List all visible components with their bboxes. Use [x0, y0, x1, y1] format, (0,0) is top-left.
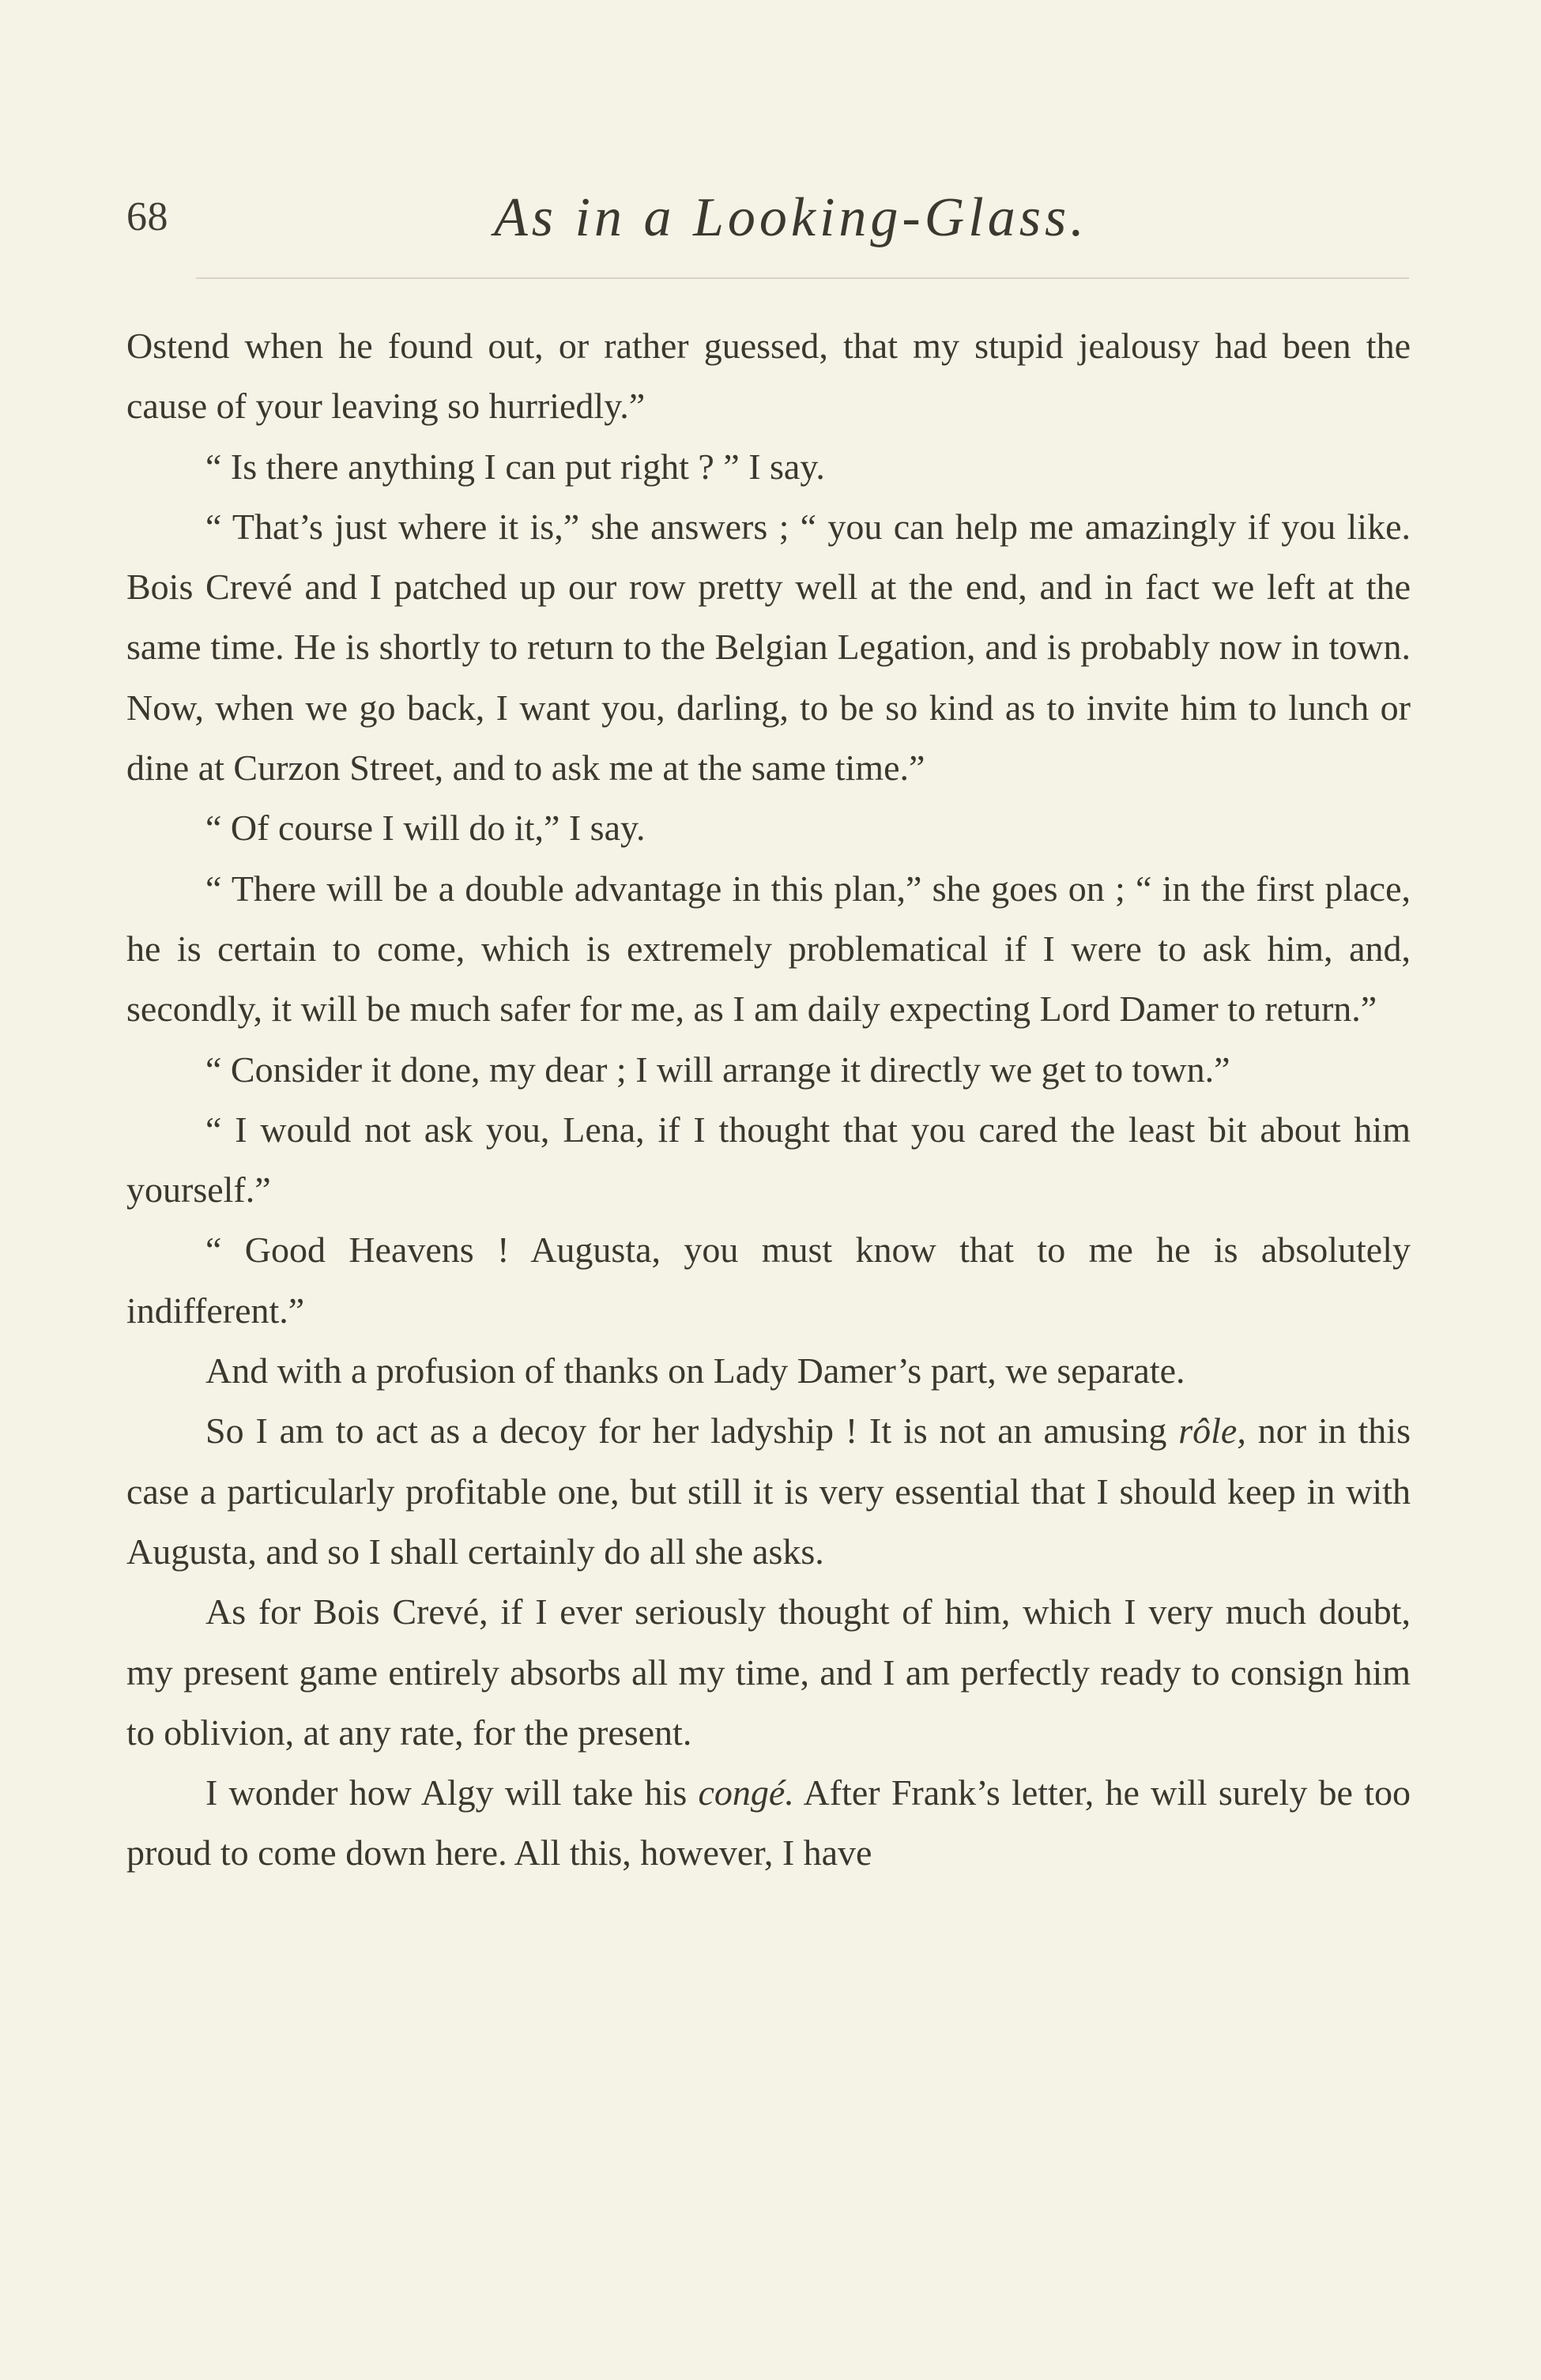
- paragraph: “ Is there anything I can put right ? ” I say.: [205, 446, 825, 487]
- text-run: nor in this case a particularly profitable one, but still it is very essential that I should keep in with Augusta, and so I shall certainly do all she asks.: [126, 1410, 1411, 1572]
- paragraph: “ There will be a double advantage in this plan,” she goes on ; “ in the first place, he is certain to come, which is extremely problematical if I were to ask him, and, secondly, it will be much safer for me, as I am daily expecting Lord Damer to return.”: [126, 868, 1411, 1030]
- paragraph-role: [126, 1401, 1411, 1582]
- text-run: I wonder how Algy will take his: [205, 1772, 699, 1813]
- paragraph-continued: Ostend when he found out, or rather guessed, that my stupid jealousy had been the cause of your leaving so hurriedly.”: [126, 326, 1411, 427]
- paragraph: As for Bois Crevé, if I ever seriously thought of him, which I very much doubt, my present game entirely absorbs all my time, and I am perfectly ready to consign him to oblivion, at any rate, for the present.: [126, 1591, 1411, 1753]
- italic-word: congé.: [698, 1772, 794, 1813]
- text-run: After Frank’s letter, he will surely be too proud to come down here. All this, however, I have: [126, 1772, 1411, 1873]
- page-header: [126, 187, 1411, 249]
- header-rule: [196, 277, 1409, 279]
- italic-word: rôle,: [1178, 1410, 1246, 1452]
- paragraph-conge: [126, 1763, 1411, 1884]
- paragraph: “ I would not ask you, Lena, if I thought that you cared the least bit about him yourself.”: [126, 1109, 1411, 1211]
- text-run: So I am to act as a decoy for her ladyship ! It is not an amusing: [205, 1410, 1179, 1452]
- paragraph: “ Of course I will do it,” I say.: [205, 808, 646, 849]
- paragraph: “ Good Heavens ! Augusta, you must know that to me he is absolutely indifferent.”: [126, 1230, 1411, 1331]
- page-number: 68: [126, 194, 168, 239]
- paragraph: “ Consider it done, my dear ; I will arrange it directly we get to town.”: [205, 1049, 1230, 1090]
- running-title: As in a Looking-Glass.: [494, 187, 1088, 248]
- paragraph: And with a profusion of thanks on Lady Damer’s part, we separate.: [205, 1350, 1185, 1391]
- paragraph: “ That’s just where it is,” she answers ; “ you can help me amazingly if you like. Bois Crevé and I patched up our row pretty well at the end, and in fact we left at the same time. He is shortly to return to the Belgian Legation, and is probably now in town. Now, when we go back, I want you, darling, to be so kind as to invite him to lunch or dine at Curzon Street, and to ask me at the same time.”: [126, 506, 1411, 789]
- body-text: [126, 316, 1411, 1884]
